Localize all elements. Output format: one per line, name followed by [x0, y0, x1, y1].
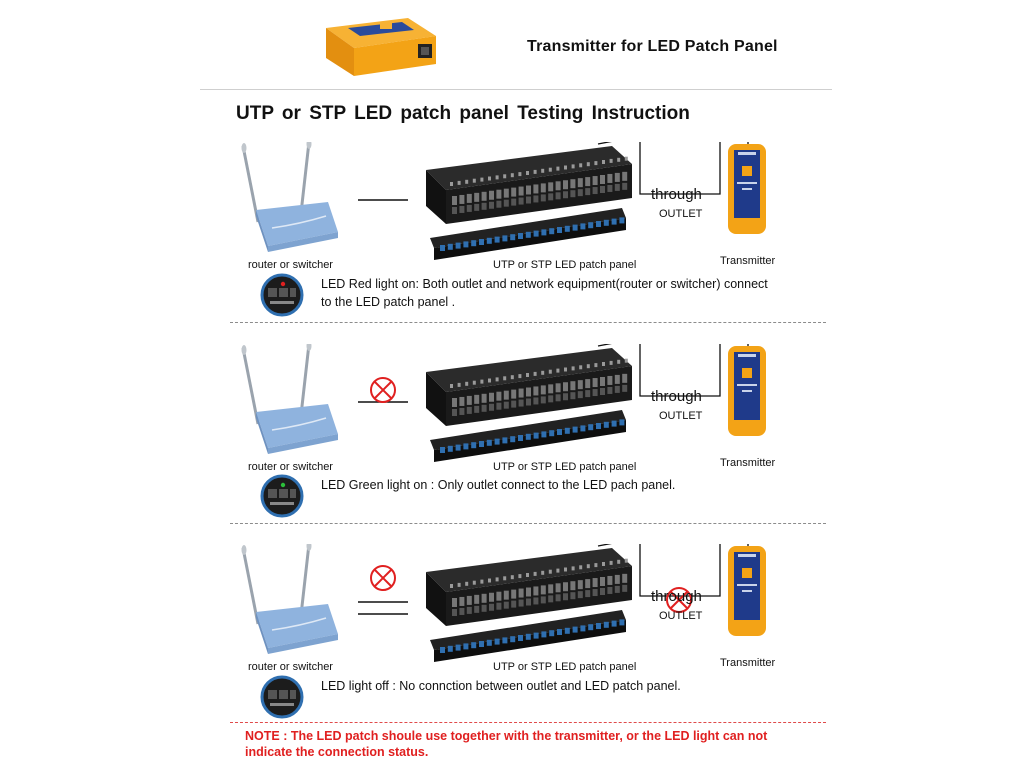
no-connection-icon	[371, 566, 395, 590]
outlet-label: OUTLET	[659, 208, 703, 220]
through-label: through	[651, 186, 702, 203]
header-title: Transmitter for LED Patch Panel	[527, 38, 778, 55]
outlet-label: OUTLET	[659, 610, 703, 622]
transmitter-image	[728, 346, 766, 436]
test-section-3	[0, 544, 1024, 744]
through-label: through	[651, 388, 702, 405]
router-icon	[242, 544, 339, 654]
transmitter-label: Transmitter	[720, 457, 776, 469]
status-text	[321, 275, 768, 311]
router-icon	[242, 142, 339, 252]
note-line-2: indicate the connection status.	[245, 745, 429, 759]
router-label: router or switcher	[248, 259, 333, 271]
patch-panel-image	[426, 146, 632, 260]
section-divider	[230, 322, 826, 323]
section-divider	[230, 523, 826, 524]
main-title: UTP or STP LED patch panel Testing Instruction	[236, 103, 690, 124]
router-icon	[242, 344, 339, 454]
led-indicator-badge	[258, 673, 306, 726]
status-text	[321, 677, 681, 695]
patch-panel-image	[426, 548, 632, 662]
test-section-1	[0, 142, 1024, 342]
status-line: LED light off : No connction between outlet and LED patch panel.	[321, 679, 681, 693]
through-label: through	[651, 588, 702, 605]
note	[245, 728, 767, 760]
note-line-1: NOTE : The LED patch shoule use together with the transmitter, or the LED light can not	[245, 729, 768, 743]
no-connection-icon	[371, 378, 395, 402]
transmitter-label: Transmitter	[720, 255, 776, 267]
status-text	[321, 476, 675, 494]
transmitter-image	[728, 144, 766, 234]
header-divider	[200, 89, 832, 90]
led-indicator-badge	[258, 472, 306, 525]
transmitter-image	[728, 546, 766, 636]
router-label: router or switcher	[248, 461, 333, 473]
transmitter-label: Transmitter	[720, 657, 776, 669]
patch-panel-image	[426, 348, 632, 462]
outlet-label: OUTLET	[659, 410, 703, 422]
patch-panel-label: UTP or STP LED patch panel	[493, 661, 637, 673]
patch-panel-label: UTP or STP LED patch panel	[493, 461, 637, 473]
status-line: LED Green light on : Only outlet connect to the LED pach panel.	[321, 478, 676, 492]
status-line: to the LED patch panel .	[321, 295, 456, 309]
led-port-closeup	[262, 677, 302, 717]
led-port-closeup	[262, 476, 302, 516]
led-port-closeup	[262, 275, 302, 315]
header-device-image	[318, 14, 442, 80]
section-divider	[230, 722, 826, 723]
patch-panel-label: UTP or STP LED patch panel	[493, 259, 637, 271]
status-line: LED Red light on: Both outlet and network equipment(router or switcher) connect	[321, 277, 768, 291]
router-label: router or switcher	[248, 661, 333, 673]
led-indicator-badge	[258, 271, 306, 324]
test-section-2	[0, 344, 1024, 544]
